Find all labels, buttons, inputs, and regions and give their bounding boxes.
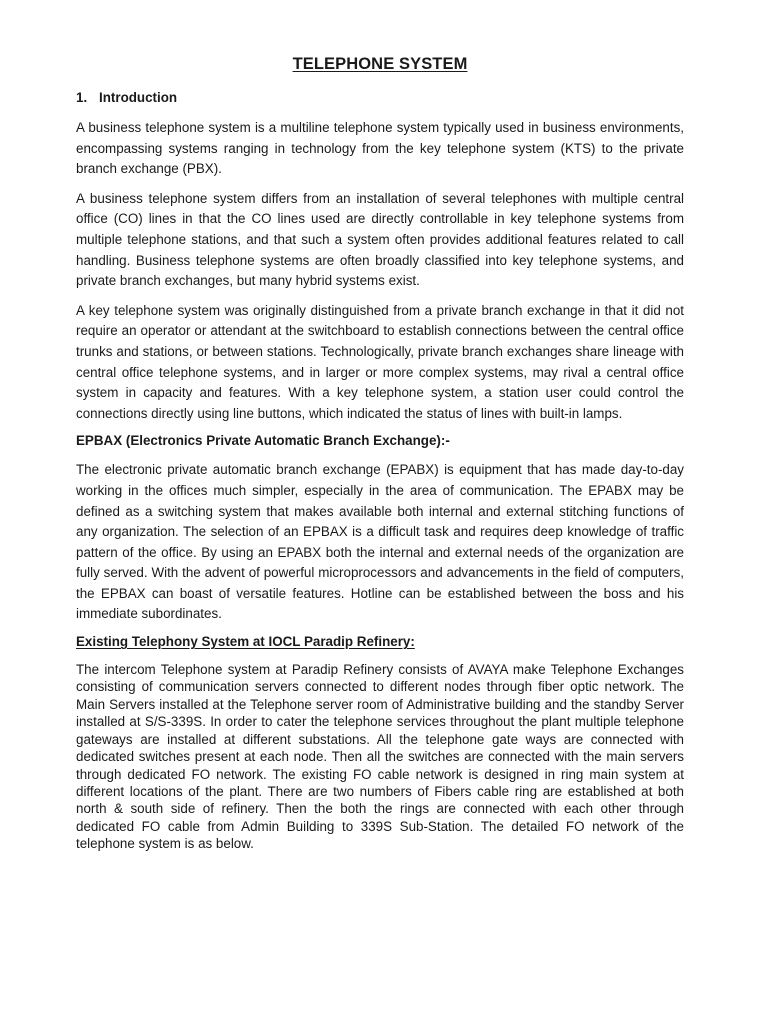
section-heading-introduction xyxy=(76,90,684,105)
existing-system-heading: Existing Telephony System at IOCL Paradip Refinery: xyxy=(76,634,415,650)
section-label: Introduction xyxy=(99,90,178,105)
document-title: TELEPHONE SYSTEM xyxy=(292,55,468,73)
epbax-paragraph: The electronic private automatic branch exchange (EPABX) is equipment that has made day-to-day working in the offices much simpler, especially in the area of communication. The EPABX may be defined as a switching system that makes available both internal and external stitching functions of any organization. The selection of an EPBAX is a difficult task and requires deep knowledge of traffic pattern of the office. By using an EPABX both the internal and external needs of the organization are fully served. With the advent of powerful microprocessors and advancements in the field of computers, the EPBAX can boast of versatile features. Hotline can be established between the boss and his immediate subordinates. xyxy=(76,462,684,622)
intro-paragraph-2: A business telephone system differs from an installation of several telephones with multiple central office (CO) lines in that the CO lines used are directly controllable in key telephone systems from multiple telephone stations, and that such a system often provides additional features related to call handling. Business telephone systems are often broadly classified into key telephone systems, and private branch exchanges, but many hybrid systems exist. xyxy=(76,190,684,289)
intro-paragraph-3: A key telephone system was originally distinguished from a private branch exchange in that it did not require an operator or attendant at the switchboard to establish connections between the central office trunks and stations, or between stations. Technologically, private branch exchanges share lineage with central office telephone systems, and in larger or more complex systems, may rival a central office system in capacity and features. With a key telephone system, a station user could control the connections directly using line buttons, which indicated the status of lines with built-in lamps. xyxy=(76,302,684,421)
epbax-heading: EPBAX (Electronics Private Automatic Branch Exchange):- xyxy=(76,433,450,449)
existing-system-paragraph: The intercom Telephone system at Paradip Refinery consists of AVAYA make Telephone Exchanges consisting of communication servers connected to different nodes through fiber optic network. The Main Servers installed at the Telephone server room of Administrative building and the standby Server installed at S/S-339S. In order to cater the telephone services throughout the plant multiple telephone gateways are installed at different substations. All the telephone gate ways are connected with dedicated switches present at each node. Then all the switches are connected with the main servers through dedicated FO network. The existing FO cable network is designed in ring main system at different locations of the plant. There are two numbers of Fibers cable ring are established at both north & south side of refinery. Then the both the rings are connected with each other through dedicated FO cable from Admin Building to 339S Sub-Station. The detailed FO network of the telephone system is as below. xyxy=(76,662,684,852)
intro-paragraph-1: A business telephone system is a multiline telephone system typically used in business environments, encompassing systems ranging in technology from the key telephone system (KTS) to the private branch exchange (PBX). xyxy=(76,120,684,177)
section-number: 1. xyxy=(76,90,88,105)
